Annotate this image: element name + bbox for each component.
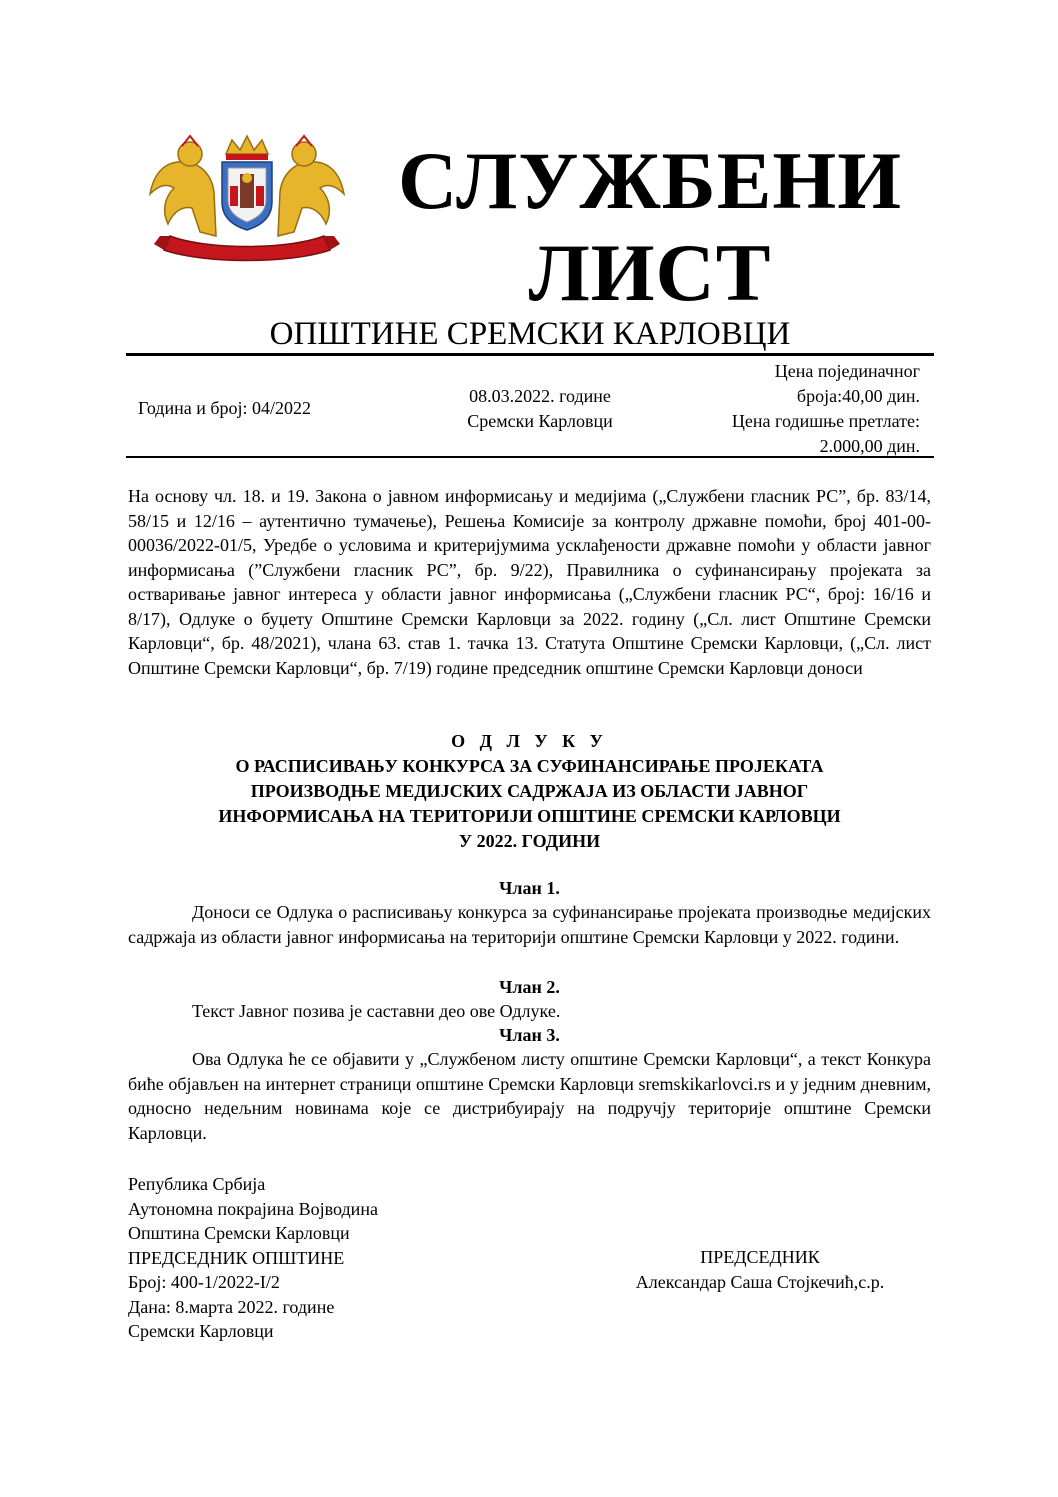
article-2-text: Текст Јавног позива је саставни део ове Одлуке. [192,1001,561,1021]
article-2-title: Члан 2. [499,977,560,997]
price-annual-line1: Цена годишње претлате: [731,411,920,431]
signature-block-left [128,1172,378,1344]
article-1-title: Члан 1. [499,878,560,898]
issue-number: Година и број: 04/2022 [138,398,312,418]
issue-prices [650,359,920,459]
article-3-title: Члан 3. [499,1025,560,1045]
decision-word: О Д Л У К У [451,731,608,751]
signature-line: Број: 400-1/2022-I/2 [128,1272,280,1292]
issue-date: 08.03.2022. године [469,386,611,406]
masthead-title-line1: СЛУЖБЕНИ [397,135,902,226]
signature-line: ПРЕДСЕДНИК ОПШТИНЕ [128,1247,345,1268]
signature-role: ПРЕДСЕДНИК [700,1247,820,1267]
header-rule-top [126,353,934,356]
signature-line: Република Србија [128,1174,266,1194]
coat-of-arms-icon [146,132,348,266]
price-annual-line2: 2.000,00 дин. [819,436,920,456]
masthead-subtitle: ОПШТИНЕ СРЕМСКИ КАРЛОВЦИ [269,316,791,352]
decision-title-line: У 2022. ГОДИНИ [458,831,601,851]
signature-line: Општина Сремски Карловци [128,1223,350,1243]
issue-place: Сремски Карловци [467,411,613,431]
signature-line: Аутономна покрајина Војводина [128,1198,378,1219]
price-single-line2: броја:40,00 дин. [796,386,920,406]
preamble-text: На основу чл. 18. и 19. Закона о јавном информисању и медијима („Службени гласник РС”, бр. 83/14, 58/15 и 12/16 – аутентично тумачење), Решења Комисије за контролу државне помоћи, број 401-00-00036/2022-01/5, Уредбе о условима и критеријумима усклађености државне помоћи у области јавног информисања (”Службени гласник РС”, бр. 9/22), Правилника о суфинансирању пројеката за остваривање јавног интереса у области јавног информисања („Службени гласник РС“, број: 16/16 и 8/17), Одлуке о буџету Општине Сремски Карловци за 2022. годину („Сл. лист Општине Сремски Карловци“, бр. 48/2021), члана 63. став 1. тачка 13. Статута Општине Сремски Карловци, („Сл. лист Општине Сремски Карловци“, бр. 7/19) године председник општине Сремски Карловци доноси [128,486,931,678]
decision-title [128,754,931,854]
masthead-title-line2: ЛИСТ [528,227,772,318]
signature-line: Сремски Карловци [128,1321,274,1341]
price-single-line1: Цена појединачног [774,361,920,381]
issue-date-place [440,384,640,434]
signature-line: Дана: 8.марта 2022. године [128,1296,335,1317]
decision-title-line: ИНФОРМИСАЊА НА ТЕРИТОРИЈИ ОПШТИНЕ СРЕМСКИ КАРЛОВЦИ [218,806,841,826]
article-3-text: Ова Одлука ће се објавити у „Службеном листу општине Сремски Карловци“, а текст Конкура биће објављен на интернет страници општине Сремски Карловци sremskikarlovci.rs и у једним дневним, односно недељним новинама које се дистрибуирају на подручју територије општине Сремски Карловци. [128,1049,931,1143]
decision-title-line: О РАСПИСИВАЊУ КОНКУРСА ЗА СУФИНАНСИРАЊЕ ПРОЈЕКАТА [235,756,824,776]
signature-name: Александар Саша Стојкечић,с.р. [635,1271,885,1292]
article-1-text: Доноси се Одлука о расписивању конкурса за суфинансирање пројеката производње медијских садржаја из области јавног информисања на територији општине Сремски Карловци у 2022. години. [128,902,931,947]
signature-block-right [600,1245,920,1294]
decision-title-line: ПРОИЗВОДЊЕ МЕДИЈСКИХ САДРЖАЈА ИЗ ОБЛАСТИ ЈАВНОГ [250,781,809,801]
header-rule-bottom [126,456,934,458]
